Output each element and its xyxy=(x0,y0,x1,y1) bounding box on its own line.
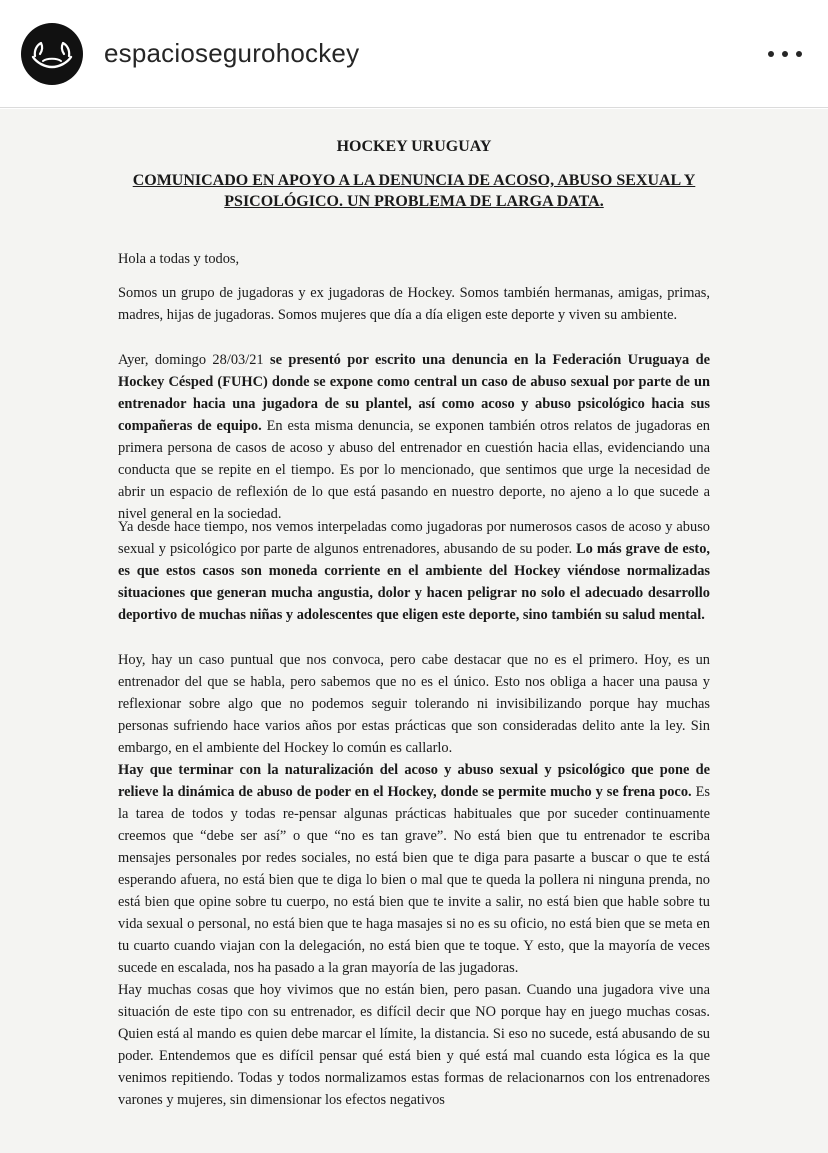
document-subtitle: COMUNICADO EN APOYO A LA DENUNCIA DE ACOSO, ABUSO SEXUAL Y PSICOLÓGICO. UN PROBLEMA DE LARGA DATA. xyxy=(132,172,696,210)
more-horizontal-icon xyxy=(768,51,774,57)
paragraph-2 xyxy=(118,349,710,525)
post-image-document xyxy=(0,109,828,1153)
paragraph-3-intro: Ya desde hace tiempo, nos vemos interpeladas como jugadoras por numerosos casos de acoso y abuso sexual y psicológico por parte de algunos entrenadores, abusando de su poder. xyxy=(118,519,710,557)
paragraph-2-bold: se presentó por escrito una denuncia en la Federación Uruguaya de Hockey Césped (FUHC) donde se expone como central un caso de abuso sexual por parte de un entrenador hacia una jugadora de su plantel, así como acoso y abuso psicológico hacia sus compañeras de equipo. xyxy=(118,352,710,434)
more-horizontal-icon xyxy=(782,51,788,57)
paragraph-6: Hay muchas cosas que hoy vivimos que no están bien, pero pasan. Cuando una jugadora vive una situación de este tipo con su entrenador, es difícil decir que NO porque hay en juego muchas cosas. Quien está al mando es quien debe marcar el límite, la distancia. Si eso no sucede, está abusando de su poder. Entendemos que es difícil pensar qué está bien y qué está mal cuando esta lógica es la que venimos repitiendo. Todas y todos normalizamos estas formas de relacionarnos con los entrenadores varones y mujeres, sin dimensionar los efectos negativos xyxy=(118,982,710,1108)
username[interactable]: espaciosegurohockey xyxy=(104,38,360,68)
post-header xyxy=(0,0,828,108)
paragraph-3 xyxy=(118,516,710,626)
more-options-button[interactable] xyxy=(765,40,805,68)
paragraph-2-intro: Ayer, domingo 28/03/21 xyxy=(118,352,270,368)
more-horizontal-icon xyxy=(796,51,802,57)
greeting: Hola a todas y todos, xyxy=(118,251,240,267)
paragraph-3-bold: Lo más grave de esto, es que estos casos son moneda corriente en el ambiente del Hockey viéndose normalizadas situaciones que generan mucha angustia, dolor y hacen peligrar no solo el adecuado desarrollo deportivo de muchas niñas y adolescentes que eligen este deporte, sino también su salud mental. xyxy=(118,541,710,623)
profile-avatar[interactable] xyxy=(21,23,83,85)
paragraph-2-rest: En esta misma denuncia, se exponen también otros relatos de jugadoras en primera persona de casos de acoso y abuso del entrenador en cuestión hacia ellas, evidenciando una conducta que se repite en el tiempo. Es por lo mencionado, que sentimos que urge la necesidad de abrir un espacio de reflexión de lo que está pasando en nuestro deporte, no ajeno a lo que sucede a nivel general en la sociedad. xyxy=(118,418,710,522)
hands-icon xyxy=(21,23,83,85)
document-title: HOCKEY URUGUAY xyxy=(336,138,492,155)
paragraph-1: Somos un grupo de jugadoras y ex jugadoras de Hockey. Somos también hermanas, amigas, primas, madres, hijas de jugadoras. Somos mujeres que día a día eligen este deporte y viven su ambiente. xyxy=(118,285,710,323)
paragraph-5 xyxy=(118,759,710,979)
paragraph-5-rest: Es la tarea de todos y todas re-pensar algunas prácticas habituales que por suceder continuamente creemos que “debe ser así” o que “no es tan grave”. No está bien que tu entrenador te escriba mensajes personales por redes sociales, no está bien que te diga para pasarte a buscar o que te está esperando afuera, no está bien que te diga lo bien o mal que te queda la pollera ni ninguna prenda, no está bien que opine sobre tu cuerpo, no está bien que te invite a salir, no está bien que hable sobre tu vida sexual o personal, no está bien que te haga masajes si no es su oficio, no está bien que se meta en tu cuarto cuando viajan con la delegación, no está bien que te toque. Y esto, que la mayoría de veces sucede en escalada, nos ha pasado a la gran mayoría de las jugadoras. xyxy=(118,784,710,976)
paragraph-4: Hoy, hay un caso puntual que nos convoca, pero cabe destacar que no es el primero. Hoy, es un entrenador del que se habla, pero sabemos que no es el único. Esto nos obliga a hacer una pausa y reflexionar sobre algo que no podemos seguir tolerando ni invisibilizando porque hay muchas personas sufriendo hace varios años por estas prácticas que son consideradas delito ante la ley. Sin embargo, en el ambiente del Hockey lo común es callarlo. xyxy=(118,652,710,756)
paragraph-5-bold: Hay que terminar con la naturalización del acoso y abuso sexual y psicológico que pone de relieve la dinámica de abuso de poder en el Hockey, donde se permite mucho y se frena poco. xyxy=(118,762,710,800)
